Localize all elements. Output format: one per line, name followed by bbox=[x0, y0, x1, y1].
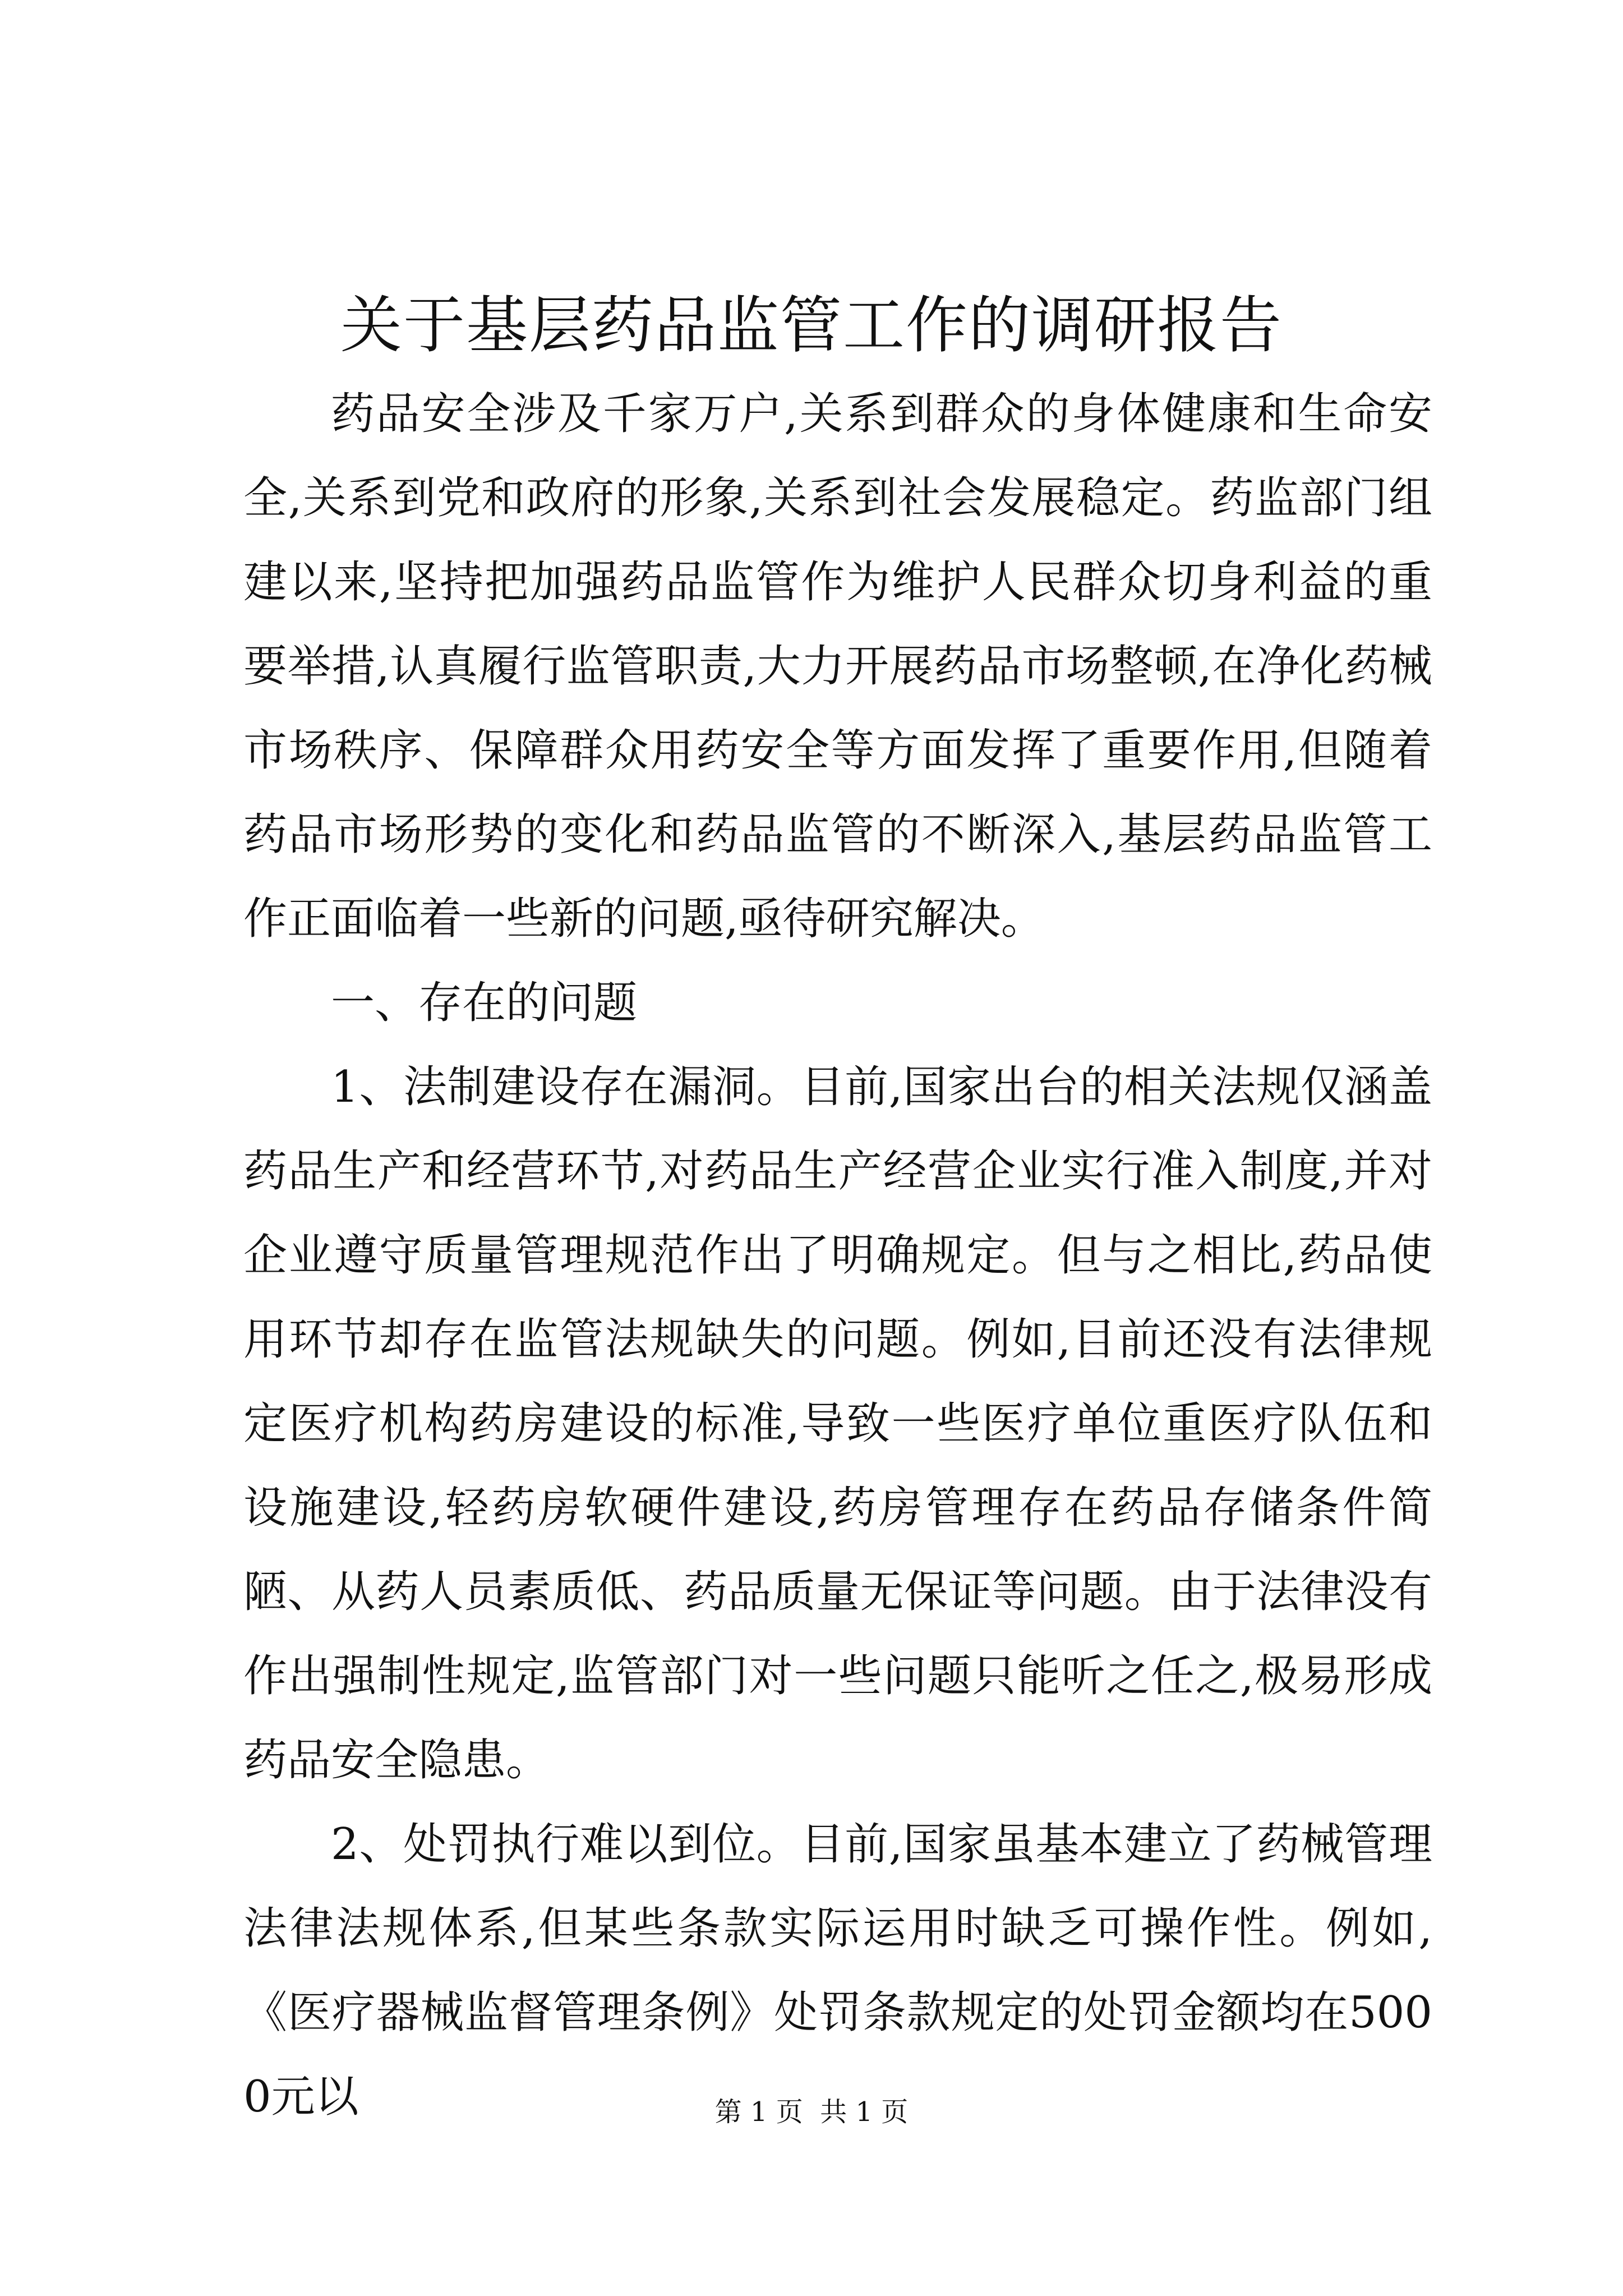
problem-1-paragraph: 1、法制建设存在漏洞。目前,国家出台的相关法规仅涵盖药品生产和经营环节,对药品生产经营企业实行准入制度,并对企业遵守质量管理规范作出了明确规定。但与之相比,药品使用环节却存在监管法规缺失的问题。例如,目前还没有法律规定医疗机构药房建设的标准,导致一些医疗单位重医疗队伍和设施建设,轻药房软硬件建设,药房管理存在药品存储条件简陋、从药人员素质低、药品质量无保证等问题。由于法律没有作出强制性规定,监管部门对一些问题只能听之任之,极易形成药品安全隐患。 bbox=[243, 1062, 1432, 1786]
intro-paragraph: 药品安全涉及千家万户,关系到群众的身体健康和生命安全,关系到党和政府的形象,关系到社会发展稳定。药监部门组建以来,坚持把加强药品监管作为维护人民群众切身利益的重要举措,认真履行监管职责,大力开展药品市场整顿,在净化药械市场秩序、保障群众用药安全等方面发挥了重要作用,但随着药品市场形势的变化和药品监管的不断深入,基层药品监管工作正面临着一些新的问题,亟待研究解决。 bbox=[243, 389, 1432, 944]
document-body bbox=[243, 372, 1432, 2139]
page-footer bbox=[0, 2092, 1623, 2132]
problem-2-paragraph: 2、处罚执行难以到位。目前,国家虽基本建立了药械管理法律法规体系,但某些条款实际运用时缺乏可操作性。例如,《医疗器械监督管理条例》处罚条款规定的处罚金额均在5000元以 bbox=[243, 1819, 1432, 2122]
section-heading: 一、存在的问题 bbox=[331, 978, 638, 1028]
page-number-label: 第 1 页 共 1 页 bbox=[714, 2096, 909, 2128]
document-title: 关于基层药品监管工作的调研报告 bbox=[340, 289, 1283, 361]
